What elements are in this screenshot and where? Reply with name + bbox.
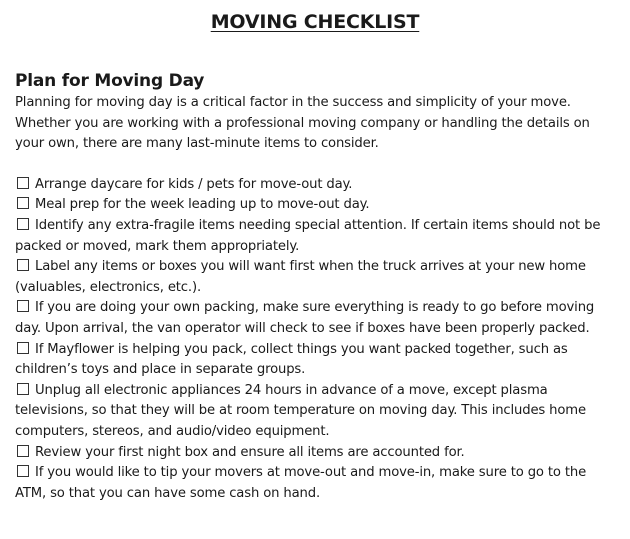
checkbox-icon[interactable] (17, 465, 29, 477)
checklist-item (15, 381, 615, 443)
checkbox-icon[interactable] (17, 218, 29, 230)
checklist-item (15, 298, 615, 339)
checklist-item (15, 195, 615, 216)
checklist-item-text: If Mayflower is helping you pack, collect things you want packed together, such as children’s toys and place in separate groups. (15, 341, 568, 378)
checklist-item-text: Unplug all electronic appliances 24 hours in advance of a move, except plasma televisions, so that they will be at room temperature on moving day. This includes home computers, stereos, and audio/video equipment. (15, 382, 586, 439)
checklist-item-text: Arrange daycare for kids / pets for move-out day. (35, 176, 353, 192)
checkbox-icon[interactable] (17, 197, 29, 209)
checklist-item-text: If you would like to tip your movers at move-out and move-in, make sure to go to the ATM, so that you can have some cash on hand. (15, 465, 587, 501)
checkbox-icon[interactable] (17, 383, 29, 395)
checklist-item (15, 216, 615, 257)
checklist-item-text: Identify any extra-fragile items needing special attention. If certain items should not be packed or moved, mark them appropriately. (15, 217, 601, 254)
checkbox-icon[interactable] (17, 342, 29, 354)
section-heading: Plan for Moving Day (15, 71, 205, 91)
checklist-item (15, 340, 615, 381)
checkbox-icon[interactable] (17, 259, 29, 271)
checklist (15, 175, 615, 505)
checklist-item (15, 175, 615, 196)
document-title: MOVING CHECKLIST (210, 11, 420, 33)
checklist-item-text: Review your first night box and ensure all items are accounted for. (35, 444, 465, 460)
checklist-document (15, 0, 615, 504)
section-intro: Planning for moving day is a critical factor in the success and simplicity of your move. Whether you are working with a professional moving company or handling the details on your own, there are many last-minute items to consider. (15, 95, 590, 152)
checklist-item (15, 443, 615, 464)
checkbox-icon[interactable] (17, 177, 29, 189)
checklist-item-text: Meal prep for the week leading up to move-out day. (35, 197, 370, 213)
checklist-item (15, 463, 615, 504)
checklist-item-text: If you are doing your own packing, make sure everything is ready to go before moving day. Upon arrival, the van operator will check to see if boxes have been properly packed. (15, 300, 595, 336)
checklist-item-text: Label any items or boxes you will want first when the truck arrives at your new home (valuables, electronics, etc.). (15, 259, 586, 295)
checklist-item (15, 257, 615, 298)
checkbox-icon[interactable] (17, 445, 29, 457)
checkbox-icon[interactable] (17, 300, 29, 312)
